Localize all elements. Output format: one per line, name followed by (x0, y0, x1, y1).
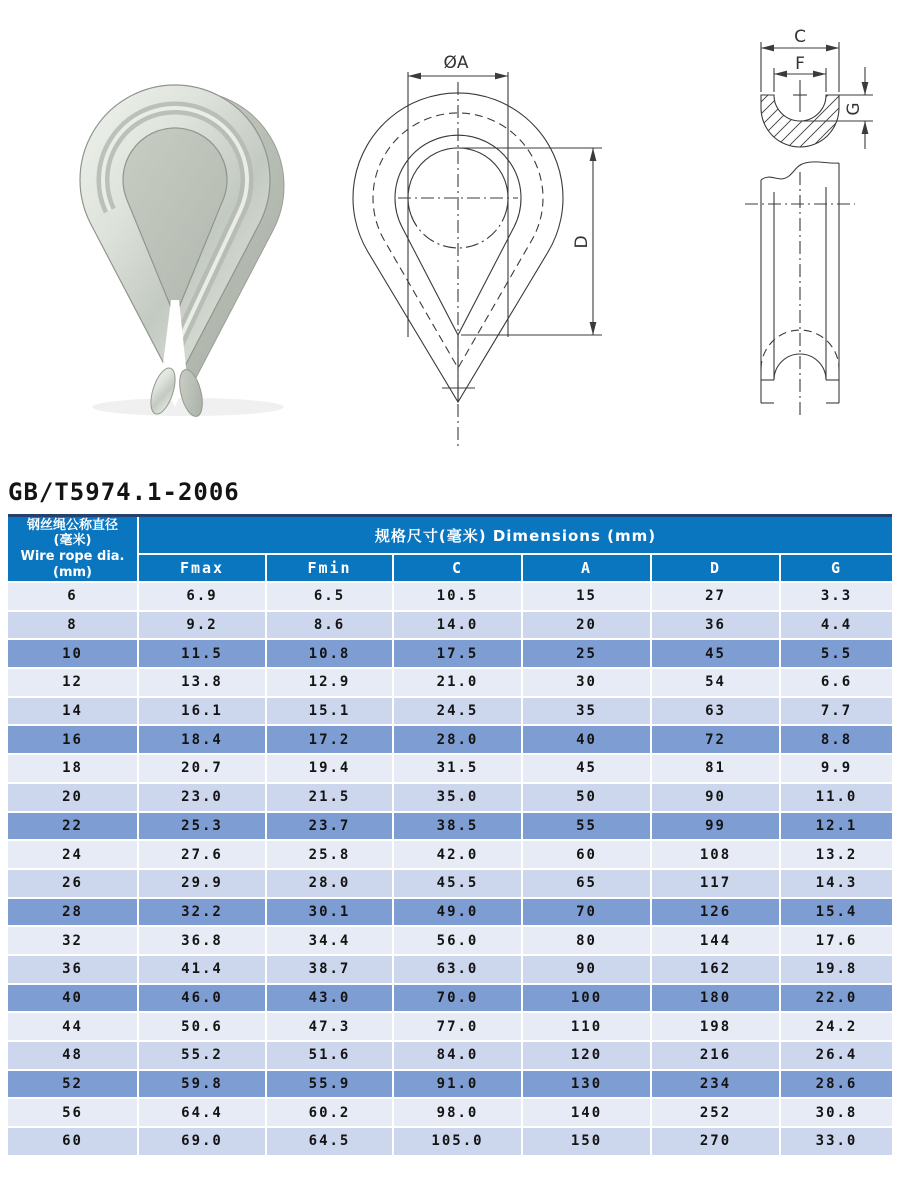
table-cell: 14 (8, 698, 137, 725)
dim-d-arrow-top (590, 148, 597, 161)
table-row (8, 755, 892, 782)
table-cell: 27.6 (139, 841, 265, 868)
table-cell: 26.4 (781, 1042, 892, 1069)
table-cell: 105.0 (394, 1128, 521, 1155)
table-cell: 130 (523, 1071, 650, 1098)
table-cell: 18 (8, 755, 137, 782)
table-cell: 100 (523, 985, 650, 1012)
table-cell: 56 (8, 1099, 137, 1126)
table-cell: 65 (523, 870, 650, 897)
table-cell: 31.5 (394, 755, 521, 782)
header-wire-rope-dia (8, 517, 137, 581)
table-cell: 25.3 (139, 813, 265, 840)
table-cell: 22 (8, 813, 137, 840)
table-cell: 15 (523, 583, 650, 610)
table-cell: 150 (523, 1128, 650, 1155)
table-cell: 17.6 (781, 927, 892, 954)
dim-g-arrow-down (862, 82, 869, 95)
table-cell: 23.7 (267, 813, 392, 840)
table-cell: 126 (652, 899, 779, 926)
thimble-photo (40, 55, 330, 425)
table-cell: 140 (523, 1099, 650, 1126)
table-cell: 10.8 (267, 640, 392, 667)
table-cell: 10 (8, 640, 137, 667)
table-cell: 11.0 (781, 784, 892, 811)
table-cell: 90 (652, 784, 779, 811)
table-cell: 59.8 (139, 1071, 265, 1098)
table-cell: 55.9 (267, 1071, 392, 1098)
table-cell: 117 (652, 870, 779, 897)
table-cell: 45 (523, 755, 650, 782)
table-cell: 43.0 (267, 985, 392, 1012)
table-cell: 30.8 (781, 1099, 892, 1126)
table-row (8, 640, 892, 667)
table-cell: 38.5 (394, 813, 521, 840)
dim-f-arrow-left (774, 71, 787, 78)
table-cell: 4.4 (781, 612, 892, 639)
header-line-cn2: (毫米) (53, 533, 92, 549)
table-cell: 55.2 (139, 1042, 265, 1069)
table-cell: 16 (8, 726, 137, 753)
table-cell: 23.0 (139, 784, 265, 811)
table-cell: 46.0 (139, 985, 265, 1012)
dim-a-label: ØA (443, 53, 469, 73)
table-cell: 13.2 (781, 841, 892, 868)
table-cell: 234 (652, 1071, 779, 1098)
table-cell: 34.4 (267, 927, 392, 954)
dim-a-arrow-left (408, 73, 421, 80)
table-cell: 27 (652, 583, 779, 610)
table-cell: 38.7 (267, 956, 392, 983)
table-cell: 3.3 (781, 583, 892, 610)
table-cell: 42.0 (394, 841, 521, 868)
table-row (8, 583, 892, 610)
table-cell: 81 (652, 755, 779, 782)
table-cell: 28 (8, 899, 137, 926)
table-cell: 15.4 (781, 899, 892, 926)
table-cell: 40 (523, 726, 650, 753)
spec-table-body (8, 583, 892, 1155)
table-cell: 47.3 (267, 1013, 392, 1040)
table-cell: 60 (8, 1128, 137, 1155)
table-cell: 19.4 (267, 755, 392, 782)
table-cell: 28.0 (267, 870, 392, 897)
table-cell: 8.6 (267, 612, 392, 639)
table-row (8, 1099, 892, 1126)
table-cell: 19.8 (781, 956, 892, 983)
table-cell: 60.2 (267, 1099, 392, 1126)
table-cell: 91.0 (394, 1071, 521, 1098)
dim-c-arrow-left (761, 45, 774, 52)
table-cell: 41.4 (139, 956, 265, 983)
table-cell: 20 (8, 784, 137, 811)
table-cell: 20.7 (139, 755, 265, 782)
dim-a-arrow-right (495, 73, 508, 80)
table-cell: 22.0 (781, 985, 892, 1012)
table-row (8, 1071, 892, 1098)
header-fmin: Fmin (267, 555, 392, 581)
table-cell: 33.0 (781, 1128, 892, 1155)
header-line-cn1: 钢丝绳公称直径 (26, 517, 118, 533)
table-cell: 120 (523, 1042, 650, 1069)
table-cell: 24.2 (781, 1013, 892, 1040)
table-cell: 36.8 (139, 927, 265, 954)
header-fmax: Fmax (139, 555, 265, 581)
table-cell: 6.5 (267, 583, 392, 610)
table-cell: 70 (523, 899, 650, 926)
table-cell: 144 (652, 927, 779, 954)
table-cell: 99 (652, 813, 779, 840)
table-row (8, 698, 892, 725)
table-cell: 98.0 (394, 1099, 521, 1126)
table-cell: 110 (523, 1013, 650, 1040)
table-cell: 56.0 (394, 927, 521, 954)
table-cell: 16.1 (139, 698, 265, 725)
table-cell: 5.5 (781, 640, 892, 667)
dim-c-arrow-right (826, 45, 839, 52)
table-cell: 20 (523, 612, 650, 639)
side-view-drawing (705, 22, 890, 442)
table-cell: 40 (8, 985, 137, 1012)
table-cell: 10.5 (394, 583, 521, 610)
table-cell: 28.0 (394, 726, 521, 753)
table-row (8, 1042, 892, 1069)
table-cell: 48 (8, 1042, 137, 1069)
table-cell: 44 (8, 1013, 137, 1040)
spec-table-header (8, 517, 892, 581)
table-cell: 45 (652, 640, 779, 667)
table-cell: 14.0 (394, 612, 521, 639)
table-cell: 35.0 (394, 784, 521, 811)
table-cell: 216 (652, 1042, 779, 1069)
table-cell: 198 (652, 1013, 779, 1040)
dim-f-label: F (795, 54, 805, 74)
table-cell: 252 (652, 1099, 779, 1126)
table-cell: 26 (8, 870, 137, 897)
table-cell: 7.7 (781, 698, 892, 725)
table-cell: 63 (652, 698, 779, 725)
dim-d-label: D (572, 235, 592, 249)
table-row (8, 612, 892, 639)
table-cell: 25 (523, 640, 650, 667)
table-cell: 69.0 (139, 1128, 265, 1155)
table-cell: 63.0 (394, 956, 521, 983)
table-cell: 36 (8, 956, 137, 983)
table-cell: 28.6 (781, 1071, 892, 1098)
table-cell: 29.9 (139, 870, 265, 897)
table-cell: 6.6 (781, 669, 892, 696)
table-cell: 70.0 (394, 985, 521, 1012)
table-row (8, 956, 892, 983)
table-cell: 55 (523, 813, 650, 840)
table-row (8, 870, 892, 897)
table-cell: 17.2 (267, 726, 392, 753)
table-cell: 24.5 (394, 698, 521, 725)
table-cell: 9.2 (139, 612, 265, 639)
table-cell: 8 (8, 612, 137, 639)
table-cell: 30 (523, 669, 650, 696)
table-cell: 45.5 (394, 870, 521, 897)
table-cell: 24 (8, 841, 137, 868)
table-cell: 25.8 (267, 841, 392, 868)
table-cell: 32 (8, 927, 137, 954)
table-row (8, 726, 892, 753)
table-cell: 8.8 (781, 726, 892, 753)
header-c: C (394, 555, 521, 581)
table-row (8, 841, 892, 868)
table-cell: 54 (652, 669, 779, 696)
header-a: A (523, 555, 650, 581)
header-dimensions-span: 规格尺寸(毫米) Dimensions (mm) (139, 517, 892, 553)
front-view-drawing (330, 30, 660, 450)
table-cell: 18.4 (139, 726, 265, 753)
table-cell: 72 (652, 726, 779, 753)
table-cell: 21.5 (267, 784, 392, 811)
table-row (8, 927, 892, 954)
table-cell: 12.9 (267, 669, 392, 696)
dim-g-arrow-up (862, 121, 869, 134)
table-cell: 80 (523, 927, 650, 954)
table-cell: 49.0 (394, 899, 521, 926)
table-cell: 64.4 (139, 1099, 265, 1126)
table-cell: 12 (8, 669, 137, 696)
table-cell: 64.5 (267, 1128, 392, 1155)
dim-d-arrow-bottom (590, 322, 597, 335)
table-row (8, 1013, 892, 1040)
table-cell: 84.0 (394, 1042, 521, 1069)
table-cell: 13.8 (139, 669, 265, 696)
table-cell: 14.3 (781, 870, 892, 897)
dim-f-arrow-right (813, 71, 826, 78)
table-cell: 11.5 (139, 640, 265, 667)
table-row (8, 669, 892, 696)
table-cell: 12.1 (781, 813, 892, 840)
table-row (8, 784, 892, 811)
table-cell: 35 (523, 698, 650, 725)
table-cell: 21.0 (394, 669, 521, 696)
table-cell: 50.6 (139, 1013, 265, 1040)
table-cell: 32.2 (139, 899, 265, 926)
table-row (8, 899, 892, 926)
table-cell: 90 (523, 956, 650, 983)
table-cell: 17.5 (394, 640, 521, 667)
spec-table (8, 514, 892, 1155)
table-row (8, 985, 892, 1012)
table-cell: 6 (8, 583, 137, 610)
table-cell: 270 (652, 1128, 779, 1155)
table-cell: 180 (652, 985, 779, 1012)
table-cell: 108 (652, 841, 779, 868)
page-title: GB/T5974.1-2006 (8, 478, 240, 506)
table-row (8, 1128, 892, 1155)
table-cell: 15.1 (267, 698, 392, 725)
inner-teardrop-outline (395, 135, 521, 335)
header-d: D (652, 555, 779, 581)
table-cell: 6.9 (139, 583, 265, 610)
table-cell: 50 (523, 784, 650, 811)
dim-c-label: C (794, 27, 806, 47)
table-row (8, 813, 892, 840)
table-cell: 60 (523, 841, 650, 868)
table-cell: 77.0 (394, 1013, 521, 1040)
table-cell: 30.1 (267, 899, 392, 926)
header-line-en2: (mm) (53, 564, 92, 580)
table-cell: 52 (8, 1071, 137, 1098)
table-cell: 162 (652, 956, 779, 983)
table-cell: 51.6 (267, 1042, 392, 1069)
dim-g-label: G (844, 102, 864, 116)
header-line-en1: Wire rope dia. (20, 549, 125, 564)
table-cell: 9.9 (781, 755, 892, 782)
header-g: G (781, 555, 892, 581)
table-cell: 36 (652, 612, 779, 639)
